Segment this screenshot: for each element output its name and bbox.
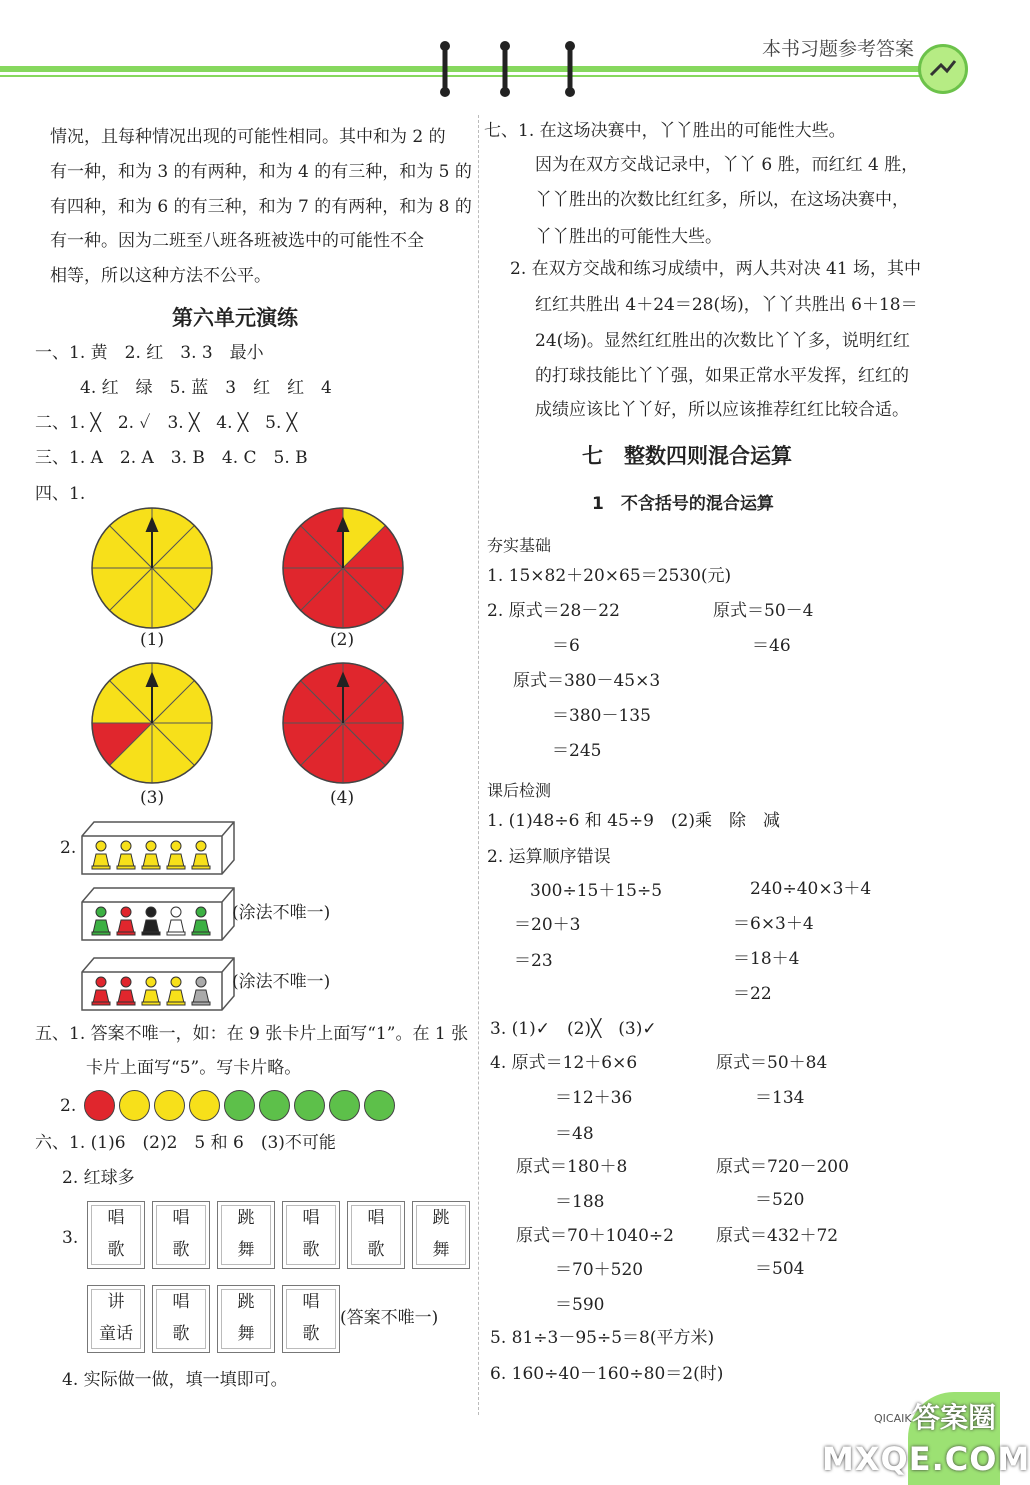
box-2 [80, 886, 236, 942]
card-text: 歌 [302, 1240, 320, 1260]
column-divider [478, 115, 480, 1415]
b3: 3. (1)✓ (2)╳ (3)✓ [490, 1019, 657, 1039]
card-text: 歌 [172, 1324, 190, 1344]
q1-line-1: 一、1. 黄 2. 红 3. 3 最小 [35, 343, 264, 363]
card-text: 童话 [99, 1324, 133, 1344]
spinner-4 [280, 660, 406, 786]
subsection-checks: 课后检测 [487, 781, 552, 800]
card-text: 唱 [302, 1208, 320, 1228]
card-text: 唱 [367, 1208, 385, 1228]
b4-l4: 原式＝180＋8 [516, 1157, 628, 1177]
watermark-text: MXQE.COM [822, 1440, 1030, 1478]
game-piece-icon [90, 976, 112, 1006]
q4-label: 四、1. [35, 484, 86, 504]
q7-1-line-2: 因为在双方交战记录中，丫丫 6 胜，而红红 4 胜， [535, 155, 919, 175]
b4-r6: ＝504 [755, 1259, 805, 1279]
ball [189, 1090, 220, 1121]
b2-r1: 240÷40×3＋4 [750, 879, 872, 899]
b4-l6: 原式＝70＋1040÷2 [516, 1226, 674, 1246]
b4-r5: 原式＝432＋72 [716, 1226, 839, 1246]
q4-2-label: 2. [60, 838, 77, 858]
answer-card [87, 1285, 145, 1353]
q5-line-2: 卡片上面写“5”。写卡片略。 [86, 1058, 302, 1078]
game-piece-icon [115, 840, 137, 870]
header-logo-icon [918, 44, 968, 94]
b4-l1: 4. 原式＝12＋6×6 [490, 1053, 638, 1073]
q7-1-line-1: 七、1. 在这场决赛中，丫丫胜出的可能性大些。 [484, 121, 846, 141]
spinner-2 [280, 505, 406, 631]
watermark-logo: 答案圈 [912, 1401, 997, 1434]
card-text: 跳 [432, 1208, 450, 1228]
b4-r3: 原式＝720－200 [716, 1157, 849, 1177]
answer-card [347, 1201, 405, 1269]
game-piece-icon [190, 840, 212, 870]
q5-2-label: 2. [60, 1096, 77, 1116]
card-text: 歌 [302, 1324, 320, 1344]
b6: 6. 160÷40－160÷80＝2(时) [490, 1364, 724, 1384]
answer-card [152, 1285, 210, 1353]
b2-r2: ＝6×3＋4 [733, 914, 814, 934]
game-piece-icon [165, 976, 187, 1006]
q7-2-line-1: 2. 在双方交战和练习成绩中，两人共对决 41 场，其中 [510, 259, 922, 279]
intro-line-5: 相等，所以这种方法不公平。 [50, 266, 271, 286]
b2-l1: 300÷15＋15÷5 [530, 881, 663, 901]
b4-l7: ＝70＋520 [555, 1260, 644, 1280]
b4-l8: ＝590 [555, 1295, 605, 1315]
ball [259, 1090, 290, 1121]
box-2-note: (涂法不唯一) [232, 903, 331, 923]
q6-3-label: 3. [62, 1228, 79, 1248]
game-piece-icon [190, 976, 212, 1006]
q7-2-line-3: 24(场)。显然红红胜出的次数比丫丫多，说明红红 [535, 331, 910, 351]
card-text: 歌 [367, 1240, 385, 1260]
card-text: 唱 [172, 1208, 190, 1228]
b5: 5. 81÷3－95÷5＝8(平方米) [490, 1328, 715, 1348]
ball [154, 1090, 185, 1121]
ball [224, 1090, 255, 1121]
q7-2-line-2: 红红共胜出 4＋24＝28(场)，丫丫共胜出 6＋18＝ [535, 295, 918, 315]
ball [119, 1090, 150, 1121]
a2-l1: 2. 原式＝28－22 [487, 601, 620, 621]
game-piece-icon [115, 976, 137, 1006]
card-text: 跳 [237, 1208, 255, 1228]
card-text: 歌 [107, 1240, 125, 1260]
a1: 1. 15×82＋20×65＝2530(元) [487, 566, 732, 586]
spinner-label-4: (4) [330, 788, 355, 808]
card-text: 唱 [107, 1208, 125, 1228]
q6-note: (答案不唯一) [340, 1308, 439, 1328]
game-piece-icon [90, 840, 112, 870]
q3-answers: 三、1. A 2. A 3. B 4. C 5. B [35, 448, 308, 468]
card-text: 唱 [302, 1292, 320, 1312]
a2-l3: 原式＝380－45×3 [513, 671, 661, 691]
game-piece-icon [140, 840, 162, 870]
page-header [0, 0, 1000, 110]
ball [329, 1090, 360, 1121]
answer-card [217, 1285, 275, 1353]
game-piece-icon [165, 840, 187, 870]
chapter-title: 七 整数四则混合运算 [582, 444, 792, 468]
b2-l3: ＝23 [514, 951, 553, 971]
header-title: 本书习题参考答案 [762, 38, 915, 60]
intro-line-1: 情况，且每种情况出现的可能性相同。其中和为 2 的 [50, 127, 446, 147]
b4-l5: ＝188 [555, 1192, 605, 1212]
b4-l2: ＝12＋36 [555, 1088, 633, 1108]
answer-card [282, 1201, 340, 1269]
b4-l3: ＝48 [555, 1124, 594, 1144]
intro-line-3: 有四种，和为 6 的有三种，和为 7 的有两种，和为 8 的 [50, 197, 472, 217]
card-text: 歌 [172, 1240, 190, 1260]
game-piece-icon [165, 906, 187, 936]
box-1 [80, 820, 236, 876]
ball [294, 1090, 325, 1121]
ball-row [84, 1090, 444, 1124]
answer-card [217, 1201, 275, 1269]
binder-rings-icon [430, 38, 590, 100]
card-text: 唱 [172, 1292, 190, 1312]
spinner-1 [89, 505, 215, 631]
q6-line-1: 六、1. (1)6 (2)2 5 和 6 (3)不可能 [35, 1133, 336, 1153]
spinner-label-2: (2) [330, 630, 355, 650]
b2-label: 2. 运算顺序错误 [487, 847, 611, 867]
box-3-note: (涂法不唯一) [232, 972, 331, 992]
card-text: 讲 [107, 1292, 125, 1312]
a2-l4: ＝380－135 [552, 706, 651, 726]
b1: 1. (1)48÷6 和 45÷9 (2)乘 除 减 [487, 811, 780, 831]
answer-card [152, 1201, 210, 1269]
game-piece-icon [115, 906, 137, 936]
a2-l2: ＝6 [552, 636, 580, 656]
answer-card [282, 1285, 340, 1353]
card-text: 舞 [432, 1240, 450, 1260]
b2-r3: ＝18＋4 [733, 949, 800, 969]
answer-card [87, 1201, 145, 1269]
game-piece-icon [190, 906, 212, 936]
q7-1-line-3: 丫丫胜出的次数比红红多，所以，在这场决赛中， [535, 190, 909, 210]
b2-r4: ＝22 [733, 984, 772, 1004]
q1-line-2: 4. 红 绿 5. 蓝 3 红 红 4 [80, 378, 332, 398]
game-piece-icon [140, 976, 162, 1006]
q6-line-4: 4. 实际做一做，填一填即可。 [62, 1370, 288, 1390]
ball [84, 1090, 115, 1121]
card-text: 跳 [237, 1292, 255, 1312]
card-text: 舞 [237, 1240, 255, 1260]
b4-r2: ＝134 [755, 1088, 805, 1108]
q7-2-line-5: 成绩应该比丫丫好，所以应该推荐红红比较合适。 [535, 400, 909, 420]
intro-line-4: 有一种。因为二班至八班各班被选中的可能性不全 [50, 231, 424, 251]
b4-r4: ＝520 [755, 1190, 805, 1210]
section-title: 第六单元演练 [172, 306, 298, 330]
ball [364, 1090, 395, 1121]
b2-l2: ＝20＋3 [514, 915, 581, 935]
subsection-basics: 夯实基础 [487, 536, 552, 555]
watermark-small: QICAIK [874, 1412, 912, 1425]
a2-l5: ＝245 [552, 741, 602, 761]
intro-line-2: 有一种，和为 3 的有两种，和为 4 的有三种，和为 5 的 [50, 162, 472, 182]
game-piece-icon [90, 906, 112, 936]
spinner-3 [89, 660, 215, 786]
q2-answers: 二、1. ╳ 2. ✓ 3. ╳ 4. ╳ 5. ╳ [35, 413, 298, 433]
game-piece-icon [140, 906, 162, 936]
a2-r1: 原式＝50－4 [713, 601, 814, 621]
q5-line-1: 五、1. 答案不唯一，如：在 9 张卡片上面写“1”。在 1 张 [35, 1024, 469, 1044]
spinner-label-3: (3) [140, 788, 165, 808]
box-3 [80, 956, 236, 1012]
q6-line-2: 2. 红球多 [62, 1168, 135, 1188]
q7-1-line-4: 丫丫胜出的可能性大些。 [535, 227, 722, 247]
b4-r1: 原式＝50＋84 [716, 1053, 828, 1073]
answer-card [412, 1201, 470, 1269]
q7-2-line-4: 的打球技能比丫丫强，如果正常水平发挥，红红的 [535, 366, 909, 386]
a2-r2: ＝46 [752, 636, 791, 656]
card-text: 舞 [237, 1324, 255, 1344]
lesson-title: 1 不含括号的混合运算 [592, 494, 774, 514]
spinner-label-1: (1) [140, 630, 165, 650]
watermark [822, 1392, 1030, 1485]
